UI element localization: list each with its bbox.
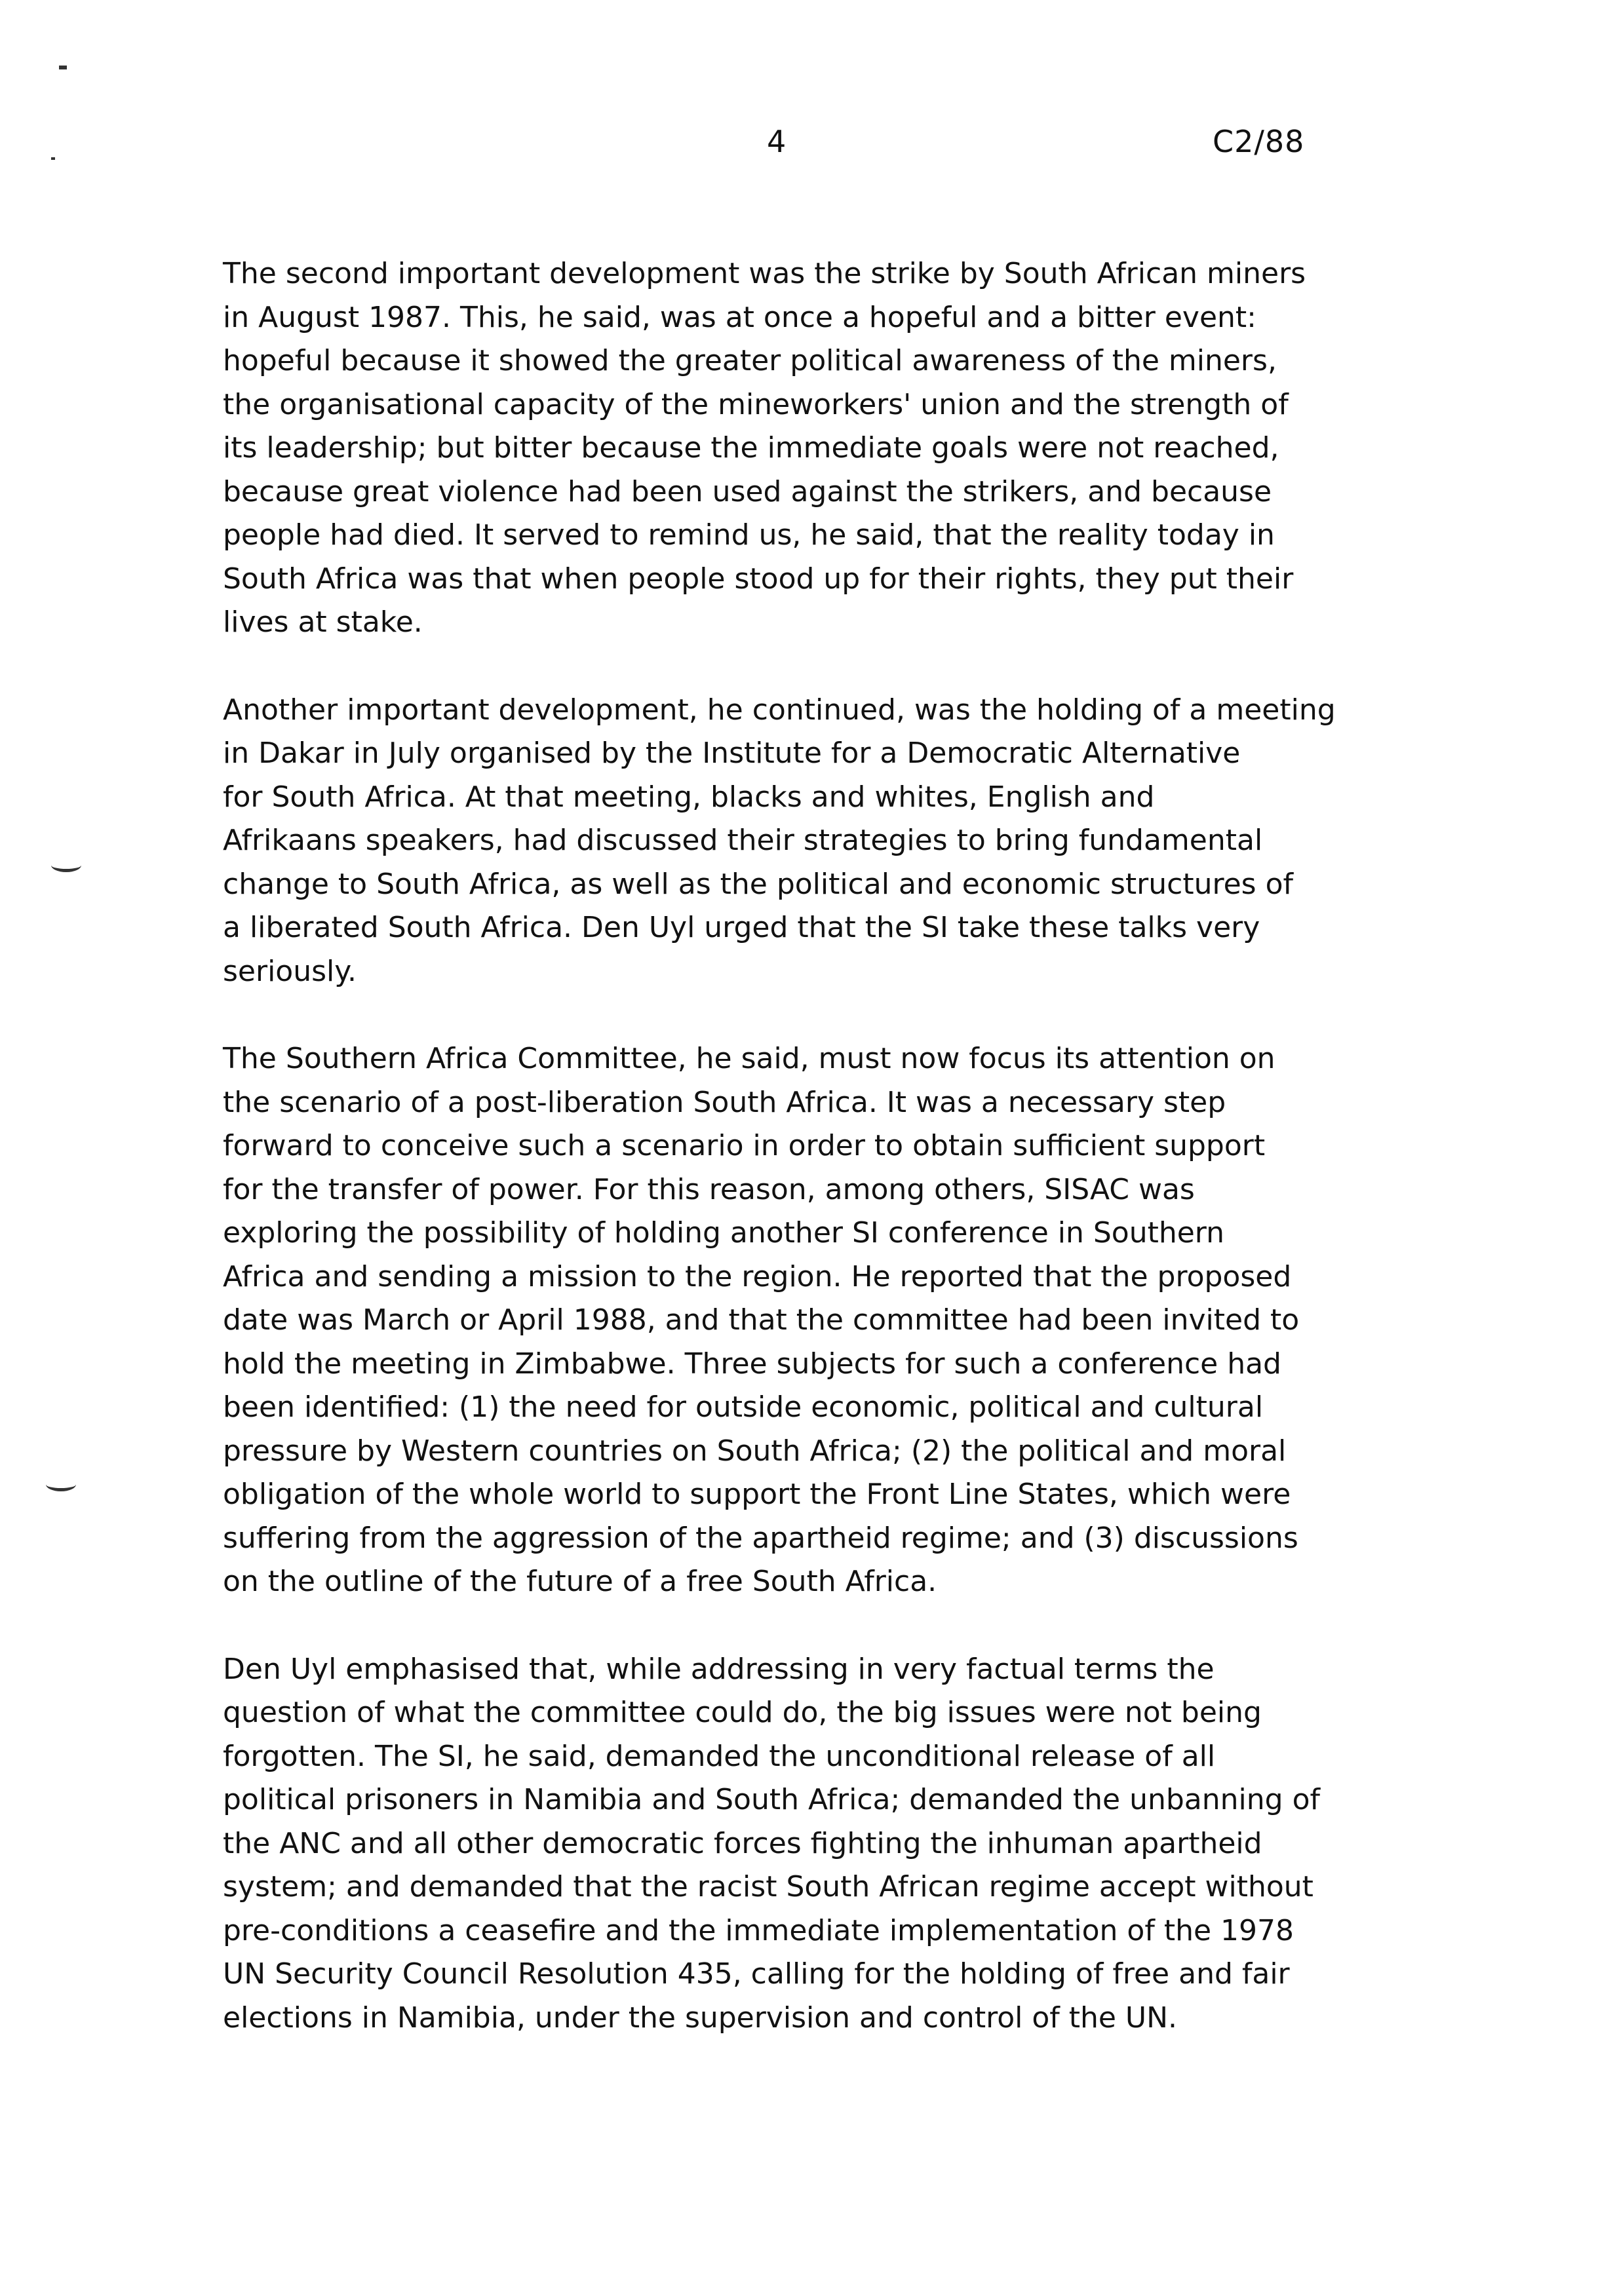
document-body: [223, 252, 1390, 2084]
paragraph-den-uyl-demands: [223, 1648, 1390, 2040]
text-line: for South Africa. At that meeting, blacks and whites, English and: [223, 780, 1155, 814]
text-line: hold the meeting in Zimbabwe. Three subjects for such a conference had: [223, 1347, 1281, 1381]
text-line: on the outline of the future of a free South Africa.: [223, 1565, 937, 1598]
paragraph-dakar-meeting: [223, 689, 1390, 994]
text-line: people had died. It served to remind us, he said, that the reality today in: [223, 518, 1275, 552]
text-line: The Southern Africa Committee, he said, must now focus its attention on: [223, 1042, 1275, 1075]
text-line: because great violence had been used against the strikers, and because: [223, 474, 1272, 508]
text-line: Den Uyl emphasised that, while addressing in very factual terms the: [223, 1652, 1215, 1686]
text-line: date was March or April 1988, and that the committee had been invited to: [223, 1303, 1300, 1337]
binder-tick-mark: [51, 858, 81, 872]
text-line: suffering from the aggression of the apartheid regime; and (3) discussions: [223, 1521, 1298, 1555]
text-line: obligation of the whole world to support the Front Line States, which were: [223, 1478, 1291, 1511]
text-line: Another important development, he continued, was the holding of a meeting: [223, 693, 1336, 727]
text-line: change to South Africa, as well as the political and economic structures of: [223, 867, 1293, 901]
page-number: 4: [767, 124, 787, 159]
binder-tick-mark: [46, 1478, 76, 1491]
paragraph-southern-africa-committee: [223, 1037, 1390, 1604]
text-line: pre-conditions a ceasefire and the immediate implementation of the 1978: [223, 1913, 1294, 1947]
text-line: its leadership; but bitter because the immediate goals were not reached,: [223, 431, 1279, 465]
text-line: exploring the possibility of holding another SI conference in Southern: [223, 1216, 1224, 1250]
text-line: the scenario of a post-liberation South Africa. It was a necessary step: [223, 1085, 1226, 1119]
document-reference: C2/88: [1213, 124, 1305, 159]
text-line: South Africa was that when people stood up for their rights, they put their: [223, 562, 1294, 596]
text-line: seriously.: [223, 954, 357, 988]
text-line: in August 1987. This, he said, was at once a hopeful and a bitter event:: [223, 300, 1256, 334]
scan-mark: [59, 66, 67, 69]
text-line: lives at stake.: [223, 605, 423, 639]
text-line: system; and demanded that the racist South African regime accept without: [223, 1870, 1313, 1904]
text-line: been identified: (1) the need for outside economic, political and cultural: [223, 1390, 1264, 1424]
text-line: for the transfer of power. For this reason, among others, SISAC was: [223, 1172, 1195, 1206]
scan-mark: [51, 157, 55, 160]
text-line: pressure by Western countries on South Africa; (2) the political and moral: [223, 1434, 1287, 1468]
text-line: The second important development was the strike by South African miners: [223, 257, 1306, 290]
text-line: in Dakar in July organised by the Institute for a Democratic Alternative: [223, 737, 1241, 770]
text-line: Afrikaans speakers, had discussed their strategies to bring fundamental: [223, 824, 1263, 857]
text-line: hopeful because it showed the greater political awareness of the miners,: [223, 344, 1277, 377]
text-line: forward to conceive such a scenario in order to obtain sufficient support: [223, 1129, 1266, 1162]
text-line: question of what the committee could do, the big issues were not being: [223, 1696, 1262, 1729]
text-line: political prisoners in Namibia and South Africa; demanded the unbanning of: [223, 1783, 1320, 1816]
text-line: elections in Namibia, under the supervision and control of the UN.: [223, 2000, 1178, 2035]
text-line: the organisational capacity of the mineworkers' union and the strength of: [223, 387, 1289, 421]
text-line: UN Security Council Resolution 435, calling for the holding of free and fair: [223, 1957, 1290, 1991]
paragraph-miners-strike: [223, 252, 1390, 645]
text-line: the ANC and all other democratic forces fighting the inhuman apartheid: [223, 1826, 1262, 1860]
text-line: Africa and sending a mission to the region. He reported that the proposed: [223, 1259, 1292, 1293]
text-line: forgotten. The SI, he said, demanded the unconditional release of all: [223, 1739, 1216, 1773]
text-line: a liberated South Africa. Den Uyl urged that the SI take these talks very: [223, 911, 1260, 944]
